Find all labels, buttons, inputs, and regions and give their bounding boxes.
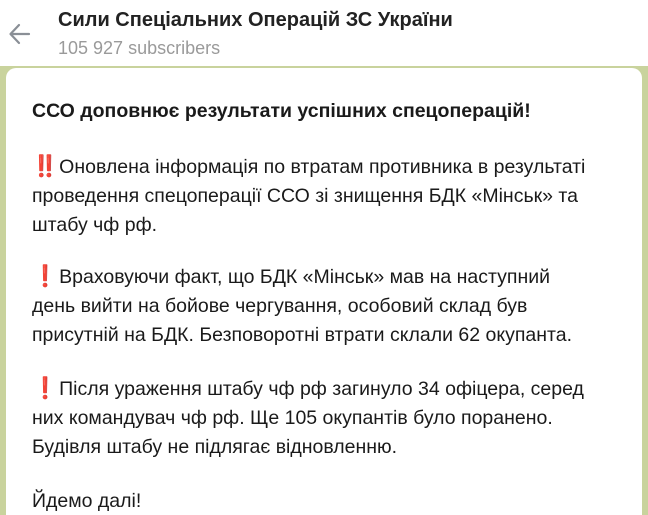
subscriber-count: 105 927 subscribers bbox=[58, 38, 221, 58]
paragraph-2-line-2: день вийти на бойове чергування, особовий склад був bbox=[32, 295, 528, 317]
paragraph-1-line-1 bbox=[32, 155, 585, 179]
exclamation-icon: ❗ bbox=[32, 377, 56, 400]
double-exclamation-icon: ‼️ bbox=[32, 155, 56, 178]
chat-area bbox=[0, 66, 648, 515]
paragraph-1-line-3: штабу чф рф. bbox=[32, 214, 158, 236]
paragraph-2-line-1 bbox=[32, 265, 550, 289]
closing-line: Йдемо далі! bbox=[32, 490, 142, 512]
paragraph-2-line-3: присутній на БДК. Безповоротні втрати склали 62 окупанта. bbox=[32, 324, 573, 346]
paragraph-1-line-2: проведення спецоперації ССО зі знищення БДК «Мінськ» та bbox=[32, 185, 578, 207]
channel-header bbox=[0, 0, 648, 66]
exclamation-icon: ❗ bbox=[32, 265, 56, 288]
paragraph-3-line-2: них командувач чф рф. Ще 105 окупантів було поранено. bbox=[32, 407, 553, 429]
message-bubble bbox=[6, 68, 642, 515]
paragraph-2-text-1: Враховуючи факт, що БДК «Мінськ» мав на наступний bbox=[59, 266, 551, 288]
paragraph-3-line-1 bbox=[32, 377, 584, 401]
paragraph-3-line-3: Будівля штабу не підлягає відновленню. bbox=[32, 436, 398, 458]
back-button[interactable] bbox=[6, 20, 34, 48]
paragraph-1-text-1: Оновлена інформація по втратам противника в результаті bbox=[59, 156, 586, 178]
paragraph-3-text-1: Після ураження штабу чф рф загинуло 34 офіцера, серед bbox=[59, 378, 584, 400]
message-heading: ССО доповнює результати успішних спецоперацій! bbox=[32, 100, 531, 122]
arrow-left-icon bbox=[7, 21, 33, 47]
channel-title[interactable]: Сили Спеціальних Операцій ЗС України bbox=[58, 9, 453, 31]
